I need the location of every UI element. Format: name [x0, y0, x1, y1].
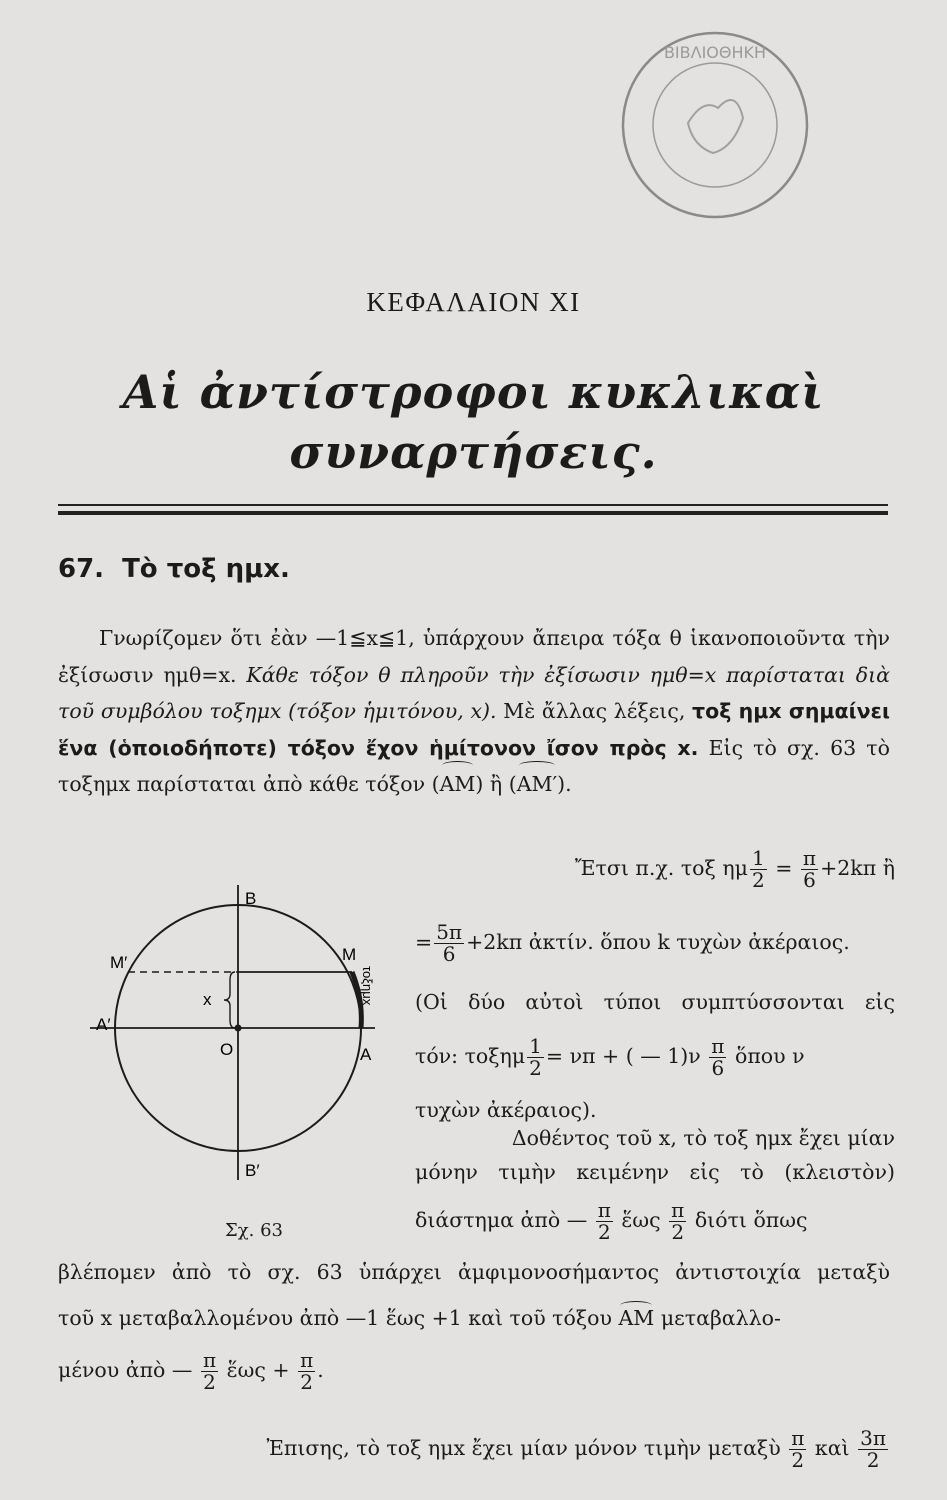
- frac-pi-2-e: $\frac{\pi}{2}$: [791, 1426, 805, 1472]
- section-number: 67.: [58, 554, 105, 584]
- ex4-mid: = νπ + ( — 1)ν: [545, 1044, 701, 1068]
- label-O: O: [220, 1040, 234, 1059]
- ex4-post: ὅπου ν: [734, 1044, 805, 1068]
- ex8-mid: ἕως: [621, 1208, 661, 1232]
- example-line-4: [415, 1036, 895, 1079]
- x-brace: [224, 972, 235, 1028]
- frac-5pi-6: $\frac{5\pi}{6}$: [436, 920, 463, 966]
- ex1-eq: =: [775, 856, 793, 880]
- example-line-1: [415, 848, 895, 891]
- b3-mid: ἕως +: [226, 1358, 290, 1382]
- title-rule-thick: [58, 511, 888, 515]
- ex8-post: διότι ὅπως: [694, 1208, 808, 1232]
- ex8-pre: διάστημα ἀπὸ —: [415, 1208, 588, 1232]
- b4-mid: καὶ: [814, 1436, 850, 1460]
- frac-3pi-2: $\frac{3\pi}{2}$: [860, 1426, 886, 1472]
- frac-pi-2-a: $\frac{\pi}{2}$: [597, 1198, 611, 1244]
- frac-pi-2-d: $\frac{\pi}{2}$: [300, 1348, 314, 1394]
- arc-label: τοξημx: [360, 966, 375, 1006]
- section-heading: [58, 554, 290, 584]
- bottom-line-4: [120, 1428, 890, 1471]
- label-B: B: [245, 889, 257, 908]
- example-line-8: [415, 1200, 895, 1243]
- para-text-1: Γνωρίζομεν ὅτι ἐὰν —1≦x≦1, ὑπάρχουν ἄπειρα τόξα θ ἱκανοποιοῦντα τὴν ἐξίσωσιν ημθ=x.: [58, 626, 890, 687]
- bottom-line-3: [58, 1350, 324, 1393]
- arc-AM: AM: [440, 766, 476, 803]
- label-A-prime: A′: [96, 1015, 111, 1034]
- bottom-line-1: βλέπομεν ἀπὸ τὸ σχ. 63 ὑπάρχει ἀμφιμονοσήμαντος ἀντιστοιχία μεταξὺ: [58, 1260, 890, 1284]
- ex2-post: +2kπ ἀκτίν. ὅπου k τυχὼν ἀκέραιος.: [466, 930, 850, 954]
- label-A: A: [360, 1045, 372, 1064]
- frac-pi-2-c: $\frac{\pi}{2}$: [202, 1348, 217, 1394]
- library-stamp: [618, 28, 813, 223]
- figure-caption: Σχ. 63: [225, 1220, 283, 1241]
- example-line-5: τυχὼν ἀκέραιος).: [415, 1098, 597, 1122]
- ex1-pre: Ἔτσι π.χ. τοξ ημ: [574, 856, 748, 880]
- chapter-title-line1: Αἱ ἀντίστροφοι κυκλικαὶ: [122, 365, 825, 419]
- frac-pi-2-b: $\frac{\pi}{2}$: [671, 1198, 685, 1244]
- para-text-6: ) ἢ (: [475, 772, 517, 796]
- b3-pre: μένου ἀπὸ —: [58, 1358, 193, 1382]
- label-x: x: [203, 990, 212, 1009]
- chapter-title-line2: συναρτήσεις.: [289, 425, 658, 479]
- frac-1-2-b: $\frac{1}{2}$: [529, 1034, 542, 1080]
- paragraph-intro: [58, 620, 890, 803]
- origin-dot: [235, 1025, 242, 1032]
- arc-AM-bottom: AM: [618, 1306, 655, 1330]
- b3-post: .: [317, 1358, 324, 1382]
- example-line-7: μόνην τιμὴν κειμένην εἰς τὸ (κλειστὸν): [415, 1160, 895, 1184]
- label-M: M: [342, 945, 357, 964]
- frac-pi-6: $\frac{\pi}{6}$: [802, 846, 817, 892]
- ex4-pre: τόν: τοξημ: [415, 1044, 526, 1068]
- arc-AM-prime: AM′: [517, 766, 557, 803]
- label-M-prime: M′: [110, 953, 128, 972]
- section-title: Τὸ τοξ ημx.: [122, 554, 290, 584]
- para-text-5: Εἰς τὸ σχ. 63 τὸ τοξημx παρίσταται ἀπὸ κάθε τόξον (: [58, 735, 890, 796]
- ex1-post: +2kπ ἢ: [820, 856, 895, 880]
- ex2-pre: =: [415, 930, 433, 954]
- bottom-line-2: [58, 1306, 890, 1330]
- title-rule-thin: [58, 504, 888, 506]
- para-text-2: Κάθε τόξον θ πληροῦν τὴν ἐξίσωσιν ημθ=x παρίσταται διὰ τοῦ συμβόλου τοξημx (τόξον ἡμιτόνου, x).: [58, 662, 890, 723]
- highlighted-arc: [352, 972, 361, 1028]
- example-line-6: Δοθέντος τοῦ x, τὸ τοξ ημx ἔχει μίαν: [511, 1126, 895, 1150]
- figure-63: [90, 880, 390, 1210]
- example-line-3: (Οἱ δύο αὐτοὶ τύποι συμπτύσσονται εἰς: [415, 990, 895, 1014]
- chapter-label: ΚΕΦΑΛΑΙΟΝ XI: [366, 287, 581, 317]
- stamp-text: ΒΙΒΛΙΟΘΗΚΗ: [663, 43, 767, 62]
- frac-pi-6-b: $\frac{\pi}{6}$: [711, 1034, 725, 1080]
- b2-pre: τοῦ x μεταβαλλομένου ἀπὸ —1 ἕως +1 καὶ τοῦ τόξου: [58, 1306, 612, 1330]
- para-text-3: Μὲ ἄλλας λέξεις,: [503, 699, 686, 723]
- example-line-2: [415, 922, 895, 965]
- label-B-prime: B′: [245, 1161, 260, 1180]
- para-text-7: ).: [557, 772, 572, 796]
- frac-1-2: $\frac{1}{2}$: [751, 846, 765, 892]
- b4-pre: Ἐπισης, τὸ τοξ ημx ἔχει μίαν μόνον τιμὴν μεταξὺ: [266, 1436, 781, 1460]
- para-text-bold: τοξ ημx σημαίνει ἕνα (ὁποιοδήποτε) τόξον ἔχον ἡμίτονον ἴσον πρὸς x.: [58, 699, 890, 760]
- b2-post: μεταβαλλο-: [660, 1306, 781, 1330]
